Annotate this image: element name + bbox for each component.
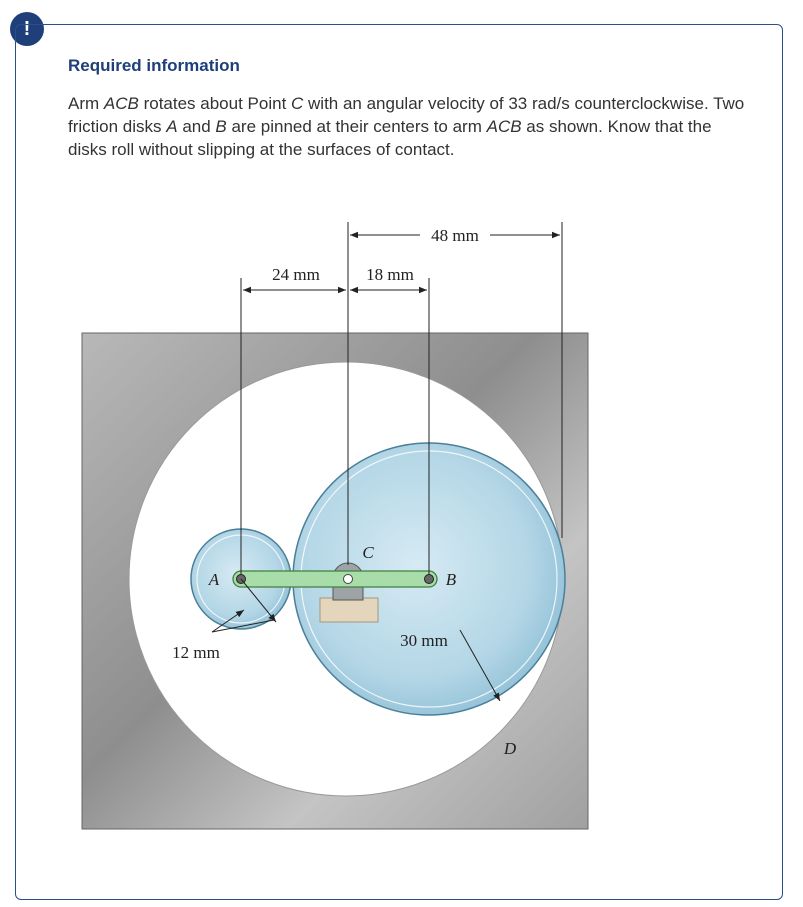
problem-text-part: rotates about Point [138, 94, 292, 113]
alert-icon: ! [10, 12, 44, 46]
pin-b [425, 575, 434, 584]
point-label: C [291, 94, 304, 113]
dim-24-label: 24 mm [272, 265, 320, 284]
problem-text-part: and [177, 117, 216, 136]
label-b: B [445, 570, 457, 589]
problem-text-part: are pinned at their centers to arm [226, 117, 487, 136]
problem-text-part: with an angular velocity of 33 rad/s counterclockwise. Two friction disks [68, 94, 745, 136]
label-d: D [503, 739, 517, 758]
dim-18-label: 18 mm [366, 265, 414, 284]
disk-b-label: B [215, 117, 227, 136]
support-base [320, 598, 378, 622]
arm-label: ACB [103, 94, 139, 113]
arm-label: ACB [486, 117, 522, 136]
dim-30-label: 30 mm [400, 631, 448, 650]
disk-a-label: A [166, 117, 178, 136]
label-c: C [362, 543, 374, 562]
dim-48-label: 48 mm [431, 226, 479, 245]
label-a: A [208, 570, 220, 589]
problem-text-part: as shown. Know that the disks roll without slipping at the surfaces of contact. [68, 117, 712, 159]
arm-acb [233, 571, 437, 587]
page-title: Required information [68, 56, 240, 75]
dim-12-label: 12 mm [172, 643, 220, 662]
pin-c [344, 575, 353, 584]
problem-text-part: Arm [68, 94, 104, 113]
